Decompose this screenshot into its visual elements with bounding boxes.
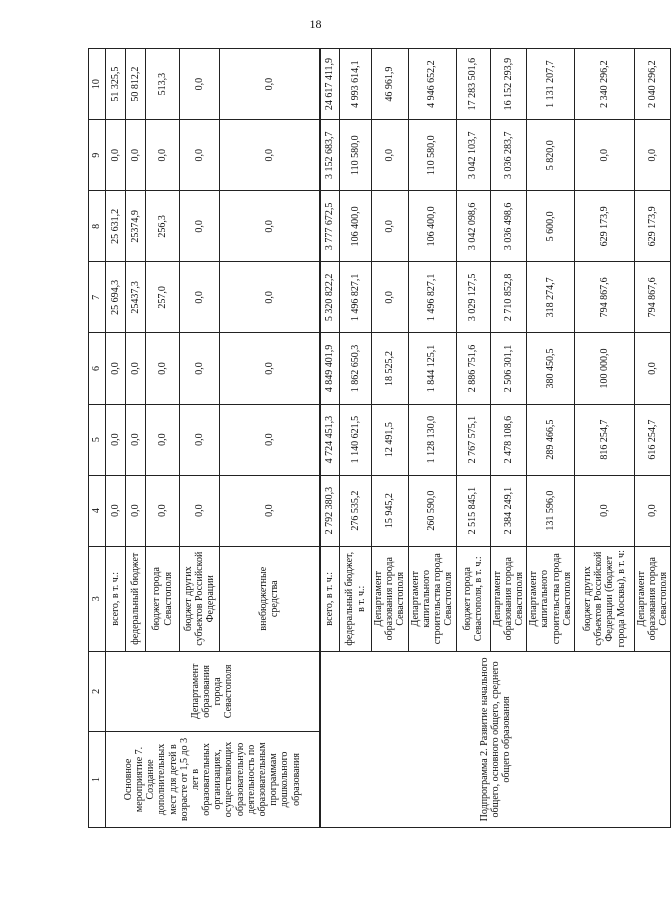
column-header: 8 [89,191,106,262]
table-cell: 2 478 108,6 [490,404,527,475]
table-cell: 24 617 411,9 [320,49,340,120]
table-cell: 2 767 575,1 [456,404,490,475]
table-cell: 0,0 [126,404,146,475]
column-header: 2 [89,651,106,731]
table-row [320,49,340,828]
budget-table [88,48,671,828]
table-cell: 0,0 [180,404,220,475]
table-cell: 0,0 [634,120,671,191]
table-cell: 2 384 249,1 [490,475,527,546]
table-cell: 131 596,0 [527,475,575,546]
table-cell: 0,0 [180,49,220,120]
measure-executor: Департамент образования города Севастополя [106,651,320,731]
column-header: 1 [89,731,106,827]
table-cell: 257,0 [146,262,180,333]
table-cell: 4 993 614,1 [340,49,372,120]
table-cell: 0,0 [574,475,634,546]
table-cell: 25 631,2 [106,191,126,262]
funding-source: Департамент образования города Севастополя [372,546,409,651]
column-header: 6 [89,333,106,404]
column-number-row [89,49,106,828]
table-cell: 318 274,7 [527,262,575,333]
table-cell: 0,0 [180,262,220,333]
table-cell: 5 820,0 [527,120,575,191]
column-header: 5 [89,404,106,475]
table-cell: 0,0 [372,120,409,191]
table-cell: 0,0 [106,404,126,475]
funding-source: всего, в т. ч.: [320,546,340,651]
table-cell: 0,0 [220,49,320,120]
table-cell: 1 140 621,5 [340,404,372,475]
table-cell: 256,3 [146,191,180,262]
table-cell: 1 862 650,3 [340,333,372,404]
table-cell: 0,0 [180,475,220,546]
table-cell: 0,0 [146,475,180,546]
table-cell: 276 535,2 [340,475,372,546]
table-cell: 0,0 [220,191,320,262]
table-cell: 0,0 [220,475,320,546]
table-cell: 0,0 [574,120,634,191]
table-cell: 110 580,0 [408,120,456,191]
table-cell: 0,0 [180,333,220,404]
table-cell: 0,0 [220,404,320,475]
table-cell: 2 710 852,8 [490,262,527,333]
table-cell: 4 849 401,9 [320,333,340,404]
table-cell: 0,0 [372,262,409,333]
column-header: 7 [89,262,106,333]
funding-source: Департамент образования города Севастополя [634,546,671,651]
table-cell: 5 600,0 [527,191,575,262]
funding-source: внебюджетные средства [220,546,320,651]
table-cell: 106 400,0 [340,191,372,262]
table-cell: 16 152 293,9 [490,49,527,120]
rotated-table-container [88,48,670,828]
funding-source: бюджет других субъектов Российской Федерации [180,546,220,651]
table-cell: 1 496 827,1 [408,262,456,333]
table-cell: 794 867,6 [574,262,634,333]
table-cell: 25437,3 [126,262,146,333]
table-cell: 25374,9 [126,191,146,262]
funding-source: бюджет города Севастополя [146,546,180,651]
column-header: 4 [89,475,106,546]
table-cell: 0,0 [220,333,320,404]
table-cell: 0,0 [180,191,220,262]
table-cell: 18 525,2 [372,333,409,404]
table-cell: 0,0 [372,191,409,262]
table-cell: 1 844 125,1 [408,333,456,404]
table-cell: 5 320 822,2 [320,262,340,333]
funding-source: Департамент капитального строительства города Севастополя [408,546,456,651]
funding-source: Департамент образования города Севастополя [490,546,527,651]
table-cell: 46 961,9 [372,49,409,120]
funding-source: федеральный бюджет, в т. ч.: [340,546,372,651]
funding-source: Департамент капитального строительства города Севастополя [527,546,575,651]
table-cell: 4 946 652,2 [408,49,456,120]
table-cell: 2 886 751,6 [456,333,490,404]
page-number: 18 [309,17,322,31]
funding-source: бюджет города Севастополя, в т. ч.: [456,546,490,651]
table-cell: 3 042 103,7 [456,120,490,191]
table-cell: 110 580,0 [340,120,372,191]
table-cell: 0,0 [220,120,320,191]
table-cell: 260 590,0 [408,475,456,546]
table-cell: 3 036 498,6 [490,191,527,262]
table-cell: 289 466,5 [527,404,575,475]
table-cell: 3 152 683,7 [320,120,340,191]
table-cell: 0,0 [106,120,126,191]
column-header: 10 [89,49,106,120]
funding-source: бюджет других субъектов Российской Федерации (бюджет города Москвы), в т. ч: [574,546,634,651]
table-cell: 0,0 [126,120,146,191]
table-cell: 513,3 [146,49,180,120]
table-cell: 0,0 [146,120,180,191]
table-cell: 3 042 098,6 [456,191,490,262]
table-cell: 0,0 [126,333,146,404]
table-cell: 2 340 296,2 [574,49,634,120]
subprogram-name: Подпрограмма 2. Развитие начального общего, основного общего, среднего общего образования [320,651,671,827]
table-cell: 0,0 [106,475,126,546]
table-cell: 0,0 [634,475,671,546]
table-cell: 15 945,2 [372,475,409,546]
table-cell: 100 000,0 [574,333,634,404]
table-cell: 0,0 [106,333,126,404]
table-cell: 1 131 207,7 [527,49,575,120]
table-cell: 794 867,6 [634,262,671,333]
table-cell: 3 029 127,5 [456,262,490,333]
table-cell: 106 400,0 [408,191,456,262]
column-header: 3 [89,546,106,651]
table-cell: 2 515 845,1 [456,475,490,546]
table-cell: 616 254,7 [634,404,671,475]
table-cell: 3 036 283,7 [490,120,527,191]
table-cell: 380 450,5 [527,333,575,404]
column-header: 9 [89,120,106,191]
funding-source: федеральный бюджет [126,546,146,651]
table-cell: 0,0 [220,262,320,333]
table-cell: 0,0 [146,404,180,475]
table-cell: 629 173,9 [634,191,671,262]
table-cell: 2 792 380,3 [320,475,340,546]
table-cell: 629 173,9 [574,191,634,262]
table-cell: 0,0 [126,475,146,546]
table-cell: 0,0 [634,333,671,404]
table-cell: 2 040 296,2 [634,49,671,120]
table-cell: 25 694,3 [106,262,126,333]
table-cell: 12 491,5 [372,404,409,475]
table-row [106,49,126,828]
table-cell: 0,0 [146,333,180,404]
table-cell: 816 254,7 [574,404,634,475]
table-cell: 4 724 451,3 [320,404,340,475]
table-cell: 3 777 672,5 [320,191,340,262]
measure-name: Основное мероприятие 7. Создание дополнительных мест для детей в возрасте от 1,5 до 3 лет в образовательных организациях, осуществляющих образовательную деятельность по образовательным программам дошкольного образования [106,731,320,827]
table-cell: 0,0 [180,120,220,191]
table-cell: 17 283 501,6 [456,49,490,120]
table-cell: 50 812,2 [126,49,146,120]
table-cell: 2 506 301,1 [490,333,527,404]
funding-source: всего, в т. ч.: [106,546,126,651]
table-cell: 1 496 827,1 [340,262,372,333]
table-cell: 51 325,5 [106,49,126,120]
table-cell: 1 128 130,0 [408,404,456,475]
